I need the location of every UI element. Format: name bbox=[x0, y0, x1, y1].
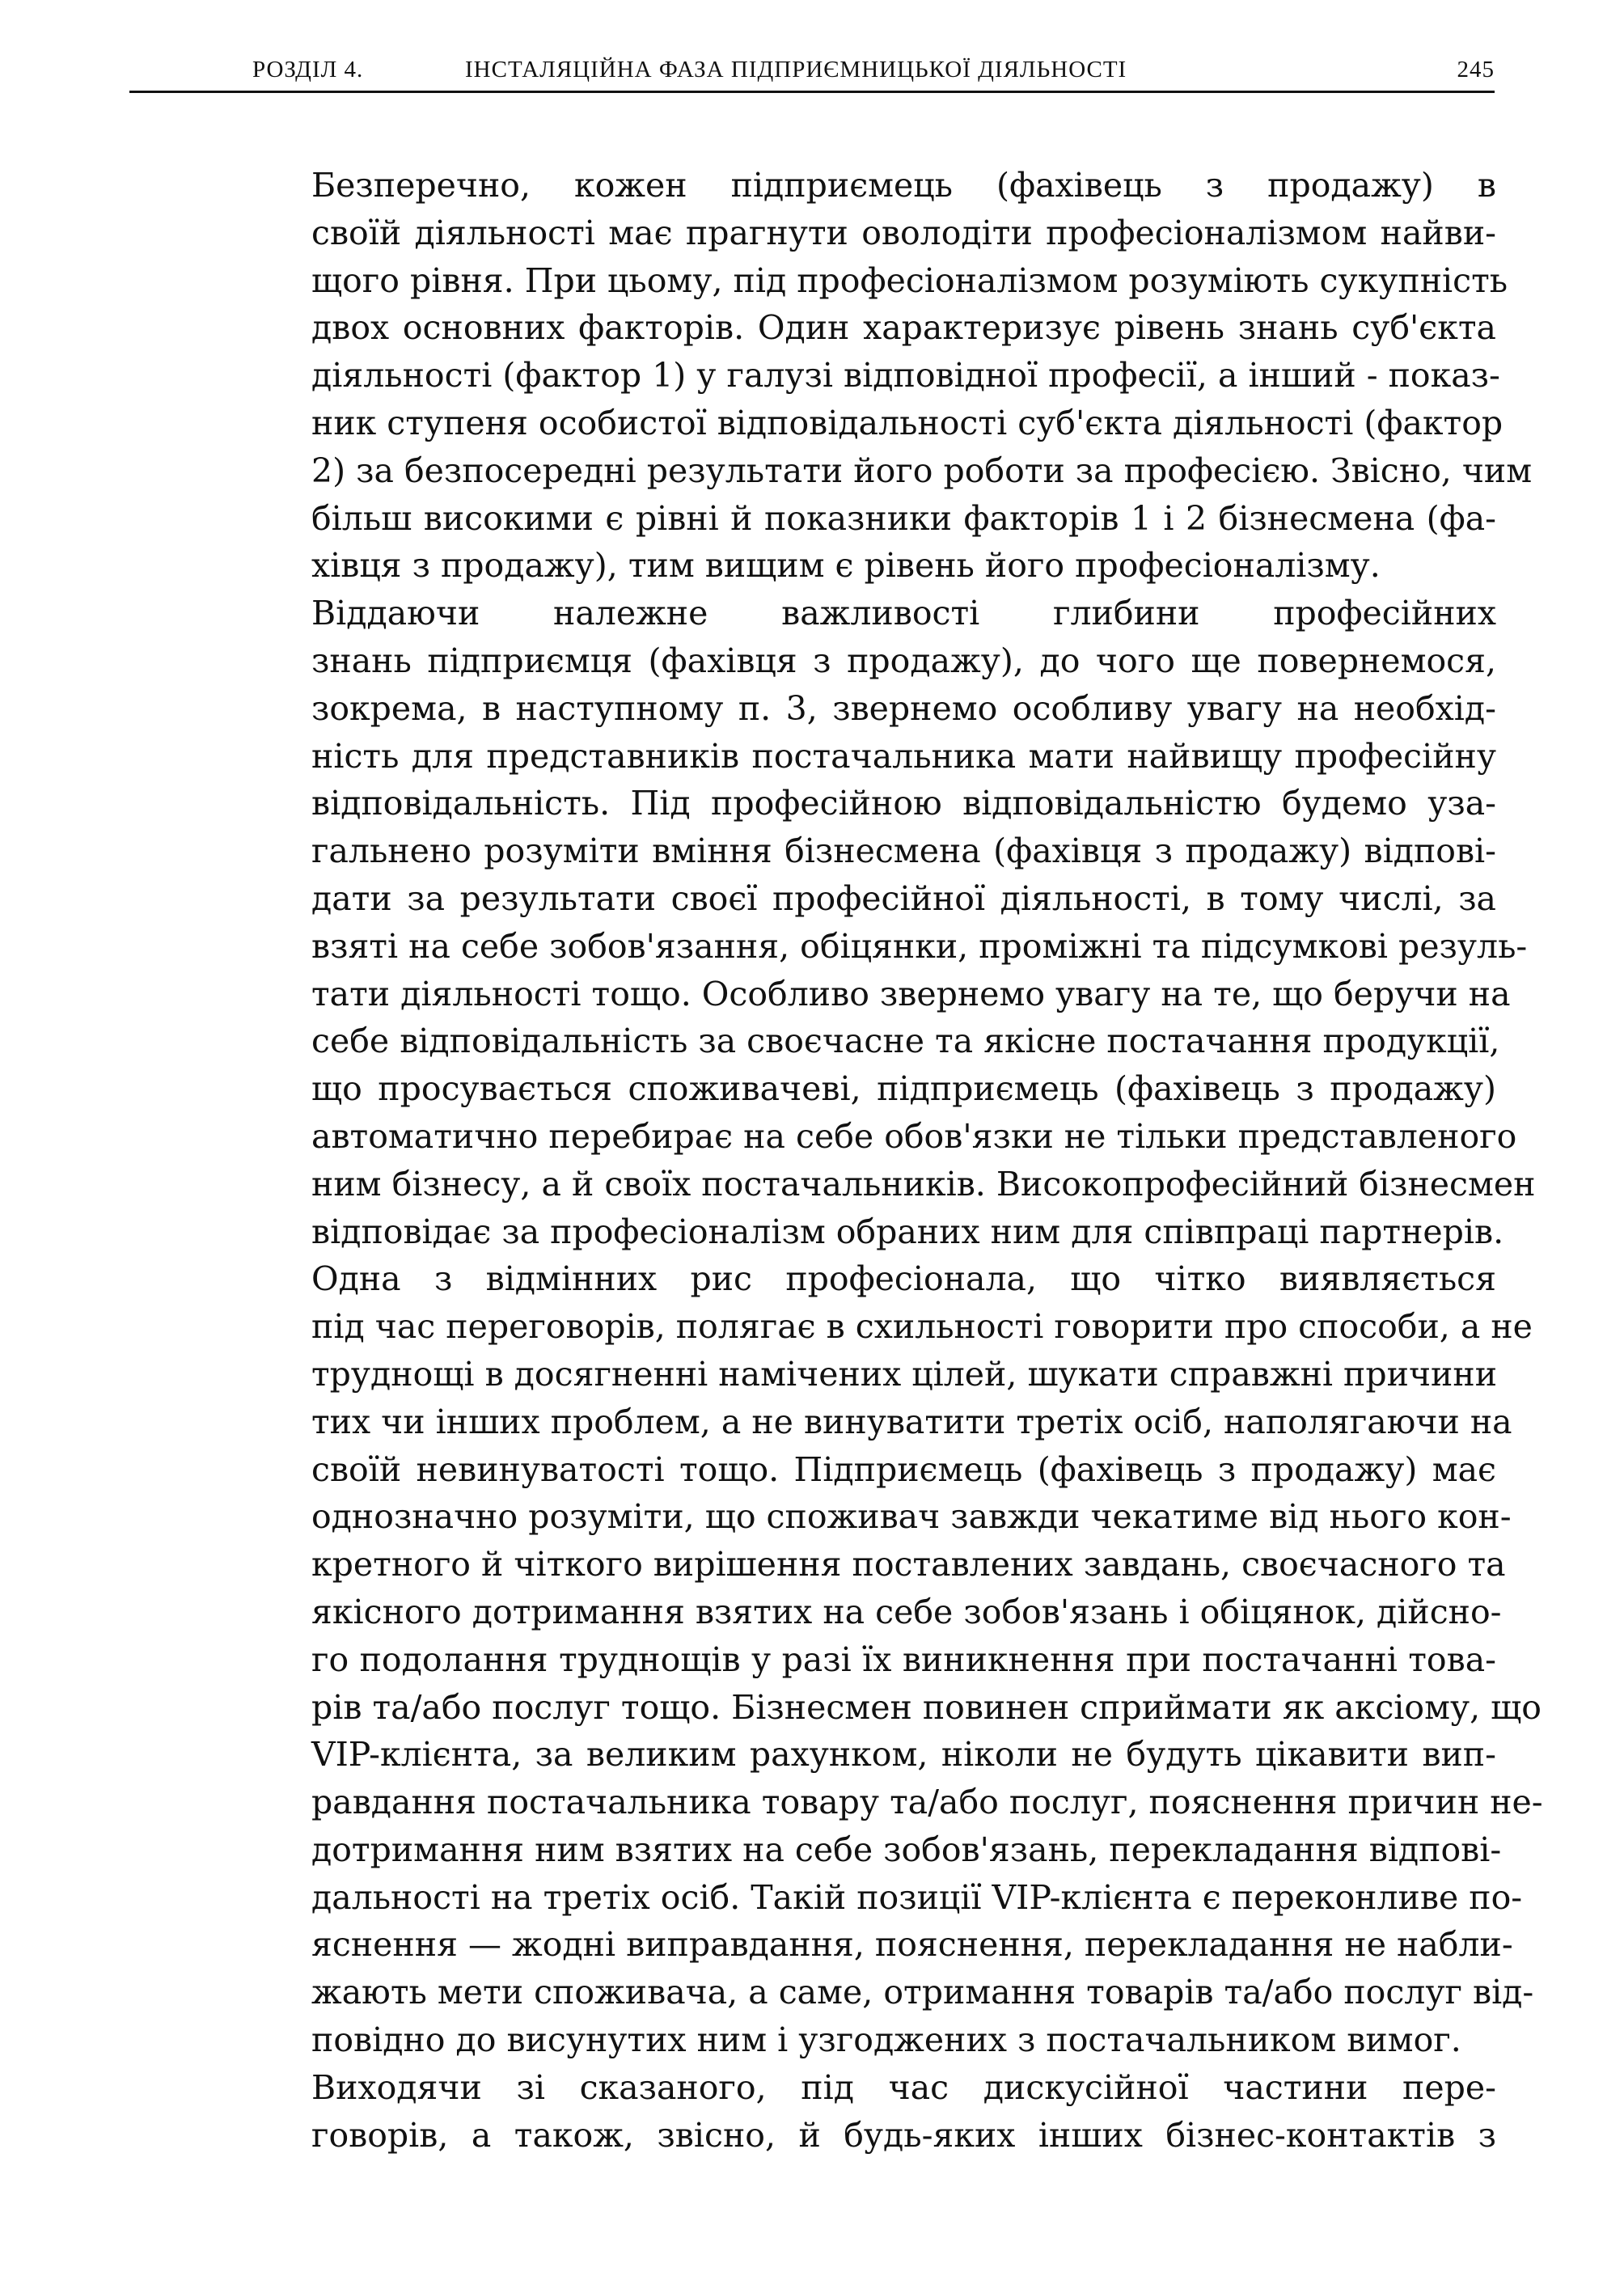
running-header bbox=[129, 53, 1495, 93]
text-line: го подолання труднощів у разі їх виникнення при постачанні това- bbox=[311, 1639, 1496, 1679]
text-line: під час переговорів, полягає в схильності говорити про способи, а не bbox=[311, 1307, 1533, 1347]
body-text bbox=[129, 162, 1543, 2159]
text-line: 2) за безпосередні результати його роботи за професією. Звісно, чим bbox=[311, 451, 1533, 490]
text-line: VIP-клієнта, за великим рахунком, ніколи не будуть цікавити вип- bbox=[311, 1735, 1496, 1775]
text-line: говорів, а також, звісно, й будь-яких інших бізнес-контактів з bbox=[311, 2115, 1496, 2155]
text-line: дати за результати своєї професійної діяльності, в тому числі, за bbox=[311, 878, 1496, 918]
text-line: рів та/або послуг тощо. Бізнесмен повинен сприймати як аксіому, що bbox=[311, 1687, 1542, 1727]
text-line: Одна з відмінних рис професіонала, що чітко виявляється bbox=[311, 1259, 1496, 1299]
text-line: кретного й чіткого вирішення поставлених завдань, своєчасного та bbox=[311, 1545, 1506, 1584]
text-line: однозначно розуміти, що споживач завжди чекатиме від нього кон- bbox=[311, 1497, 1512, 1537]
text-line: Віддаючи належне важливості глибини професійних bbox=[311, 594, 1496, 633]
text-line: ність для представників постачальника мати найвищу професійну bbox=[311, 736, 1496, 776]
text-line: своїй невинуватості тощо. Підприємець (фахівець з продажу) має bbox=[311, 1449, 1496, 1489]
text-line: себе відповідальність за своєчасне та якісне постачання продукції, bbox=[311, 1022, 1500, 1061]
chapter-title: ІНСТАЛЯЦІЙНА ФАЗА ПІДПРИЄМНИЦЬКОЇ ДІЯЛЬНОСТІ bbox=[465, 57, 1127, 82]
chapter-label: РОЗДІЛ 4. bbox=[252, 57, 364, 82]
text-line: дальності на третіх осіб. Такій позиції VIP-клієнта є переконливе по- bbox=[311, 1877, 1523, 1917]
text-line: зокрема, в наступному п. 3, звернемо особливу увагу на необхід- bbox=[311, 688, 1496, 728]
text-line: якісного дотримання взятих на себе зобов'язань і обіцянок, дійсно- bbox=[311, 1592, 1502, 1631]
text-line: Безперечно, кожен підприємець (фахівець з продажу) в bbox=[311, 166, 1496, 205]
text-line: щого рівня. При цьому, під професіоналізмом розуміють сукупність bbox=[311, 260, 1508, 300]
text-line: своїй діяльності має прагнути оволодіти професіоналізмом найви- bbox=[311, 213, 1496, 252]
text-line: тих чи інших проблем, а не винуватити третіх осіб, наполягаючи на bbox=[311, 1402, 1512, 1441]
text-line: що просувається споживачеві, підприємець (фахівець з продажу) bbox=[311, 1069, 1496, 1109]
text-line: діяльності (фактор 1) у галузі відповідної професії, а інший - показ- bbox=[311, 356, 1500, 396]
text-line: ним бізнесу, а й своїх постачальників. Високопрофесійний бізнесмен bbox=[311, 1164, 1536, 1204]
paragraph bbox=[129, 590, 1536, 1255]
text-line: яснення — жодні виправдання, пояснення, перекладання не набли- bbox=[311, 1925, 1513, 1965]
text-line: дотримання ним взятих на себе зобов'язань, перекладання відпові- bbox=[311, 1830, 1502, 1869]
text-line: тати діяльності тощо. Особливо звернемо увагу на те, що беручи на bbox=[311, 974, 1511, 1013]
paragraph bbox=[129, 162, 1533, 590]
paragraph bbox=[129, 1255, 1543, 2064]
text-line: автоматично перебирає на себе обов'язки не тільки представленого bbox=[311, 1116, 1517, 1156]
text-line: хівця з продажу), тим вищим є рівень його професіоналізму. bbox=[311, 546, 1381, 586]
text-line: гальнено розуміти вміння бізнесмена (фахівця з продажу) відпові- bbox=[311, 831, 1496, 871]
text-line: ник ступеня особистої відповідальності суб'єкта діяльності (фактор bbox=[311, 403, 1503, 442]
text-line: жають мети споживача, а саме, отримання товарів та/або послуг від- bbox=[311, 1973, 1534, 2012]
text-line: більш високими є рівні й показники факторів 1 і 2 бізнесмена (фа- bbox=[311, 498, 1496, 538]
text-line: відповідає за професіоналізм обраних ним для співпраці партнерів. bbox=[311, 1212, 1504, 1251]
text-line: Виходячи зі сказаного, під час дискусійної частини пере- bbox=[311, 2067, 1496, 2107]
text-line: знань підприємця (фахівця з продажу), до чого ще повернемося, bbox=[311, 641, 1496, 680]
text-line: двох основних факторів. Один характеризує рівень знань суб'єкта bbox=[311, 308, 1496, 348]
page-number: 245 bbox=[1457, 57, 1495, 82]
text-line: повідно до висунутих ним і узгоджених з постачальником вимог. bbox=[311, 2020, 1461, 2060]
text-line: труднощі в досягненні намічених цілей, шукати справжні причини bbox=[311, 1354, 1498, 1394]
text-line: відповідальність. Під професійною відповідальністю будемо уза- bbox=[311, 784, 1496, 823]
text-line: равдання постачальника товару та/або послуг, пояснення причин не- bbox=[311, 1783, 1543, 1822]
text-line: взяті на себе зобов'язання, обіцянки, проміжні та підсумкові резуль- bbox=[311, 926, 1528, 966]
paragraph bbox=[129, 2064, 1496, 2160]
